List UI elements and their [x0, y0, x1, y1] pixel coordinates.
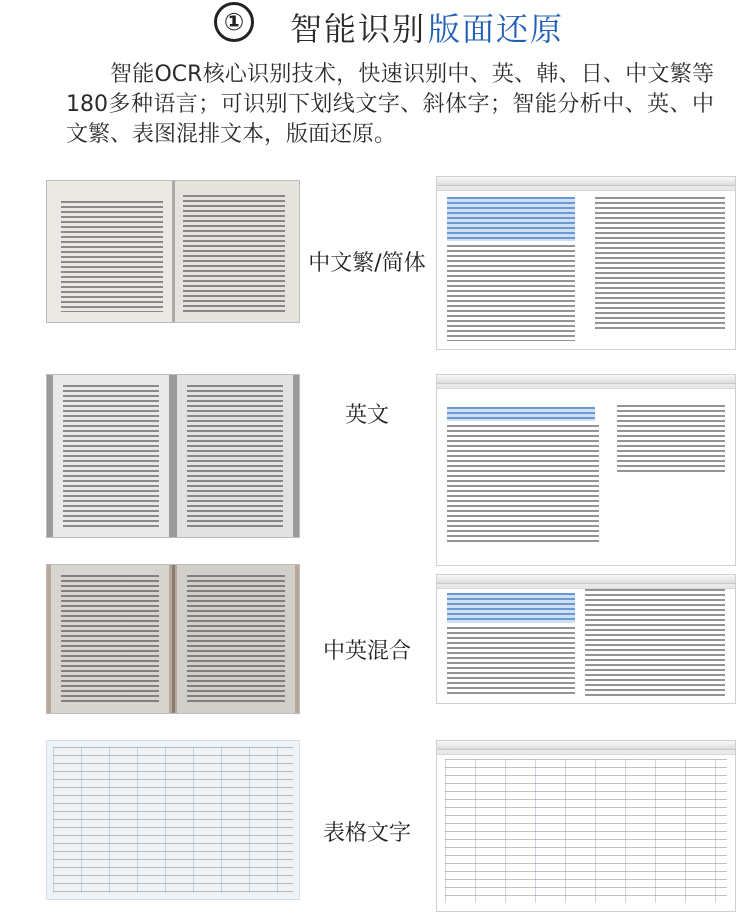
intro-text: 智能OCR核心识别技术，快速识别中、英、韩、日、中文繁等180多种语言；可识别下划线文字、斜体字；智能分析中、英、中文繁、表图混排文本，版面还原。: [66, 62, 714, 147]
example-row-english: [0, 374, 750, 540]
section-title-accent: 版面还原: [428, 10, 565, 48]
example-row-table: [0, 740, 750, 910]
section-title: 智能识别: [290, 10, 427, 48]
example-row-mixed: [0, 564, 750, 714]
row-label: 英文: [344, 403, 389, 428]
word-document-english: [436, 374, 736, 566]
mixed-book-photo: [46, 564, 300, 714]
row-label: 中英混合: [322, 639, 411, 664]
row-label: 表格文字: [322, 821, 411, 846]
step-number-badge: ①: [214, 2, 254, 42]
table-document-photo: [46, 740, 300, 900]
row-label: 中文繁/简体: [308, 251, 426, 276]
english-book-photo: [46, 374, 300, 538]
word-document-mixed: [436, 574, 736, 704]
word-document-chinese: [436, 176, 736, 350]
chinese-book-photo: [46, 180, 300, 323]
spreadsheet-result: [436, 740, 736, 912]
example-row-chinese: [0, 180, 750, 350]
section-header: [0, 0, 750, 52]
intro-paragraph: [66, 60, 714, 150]
